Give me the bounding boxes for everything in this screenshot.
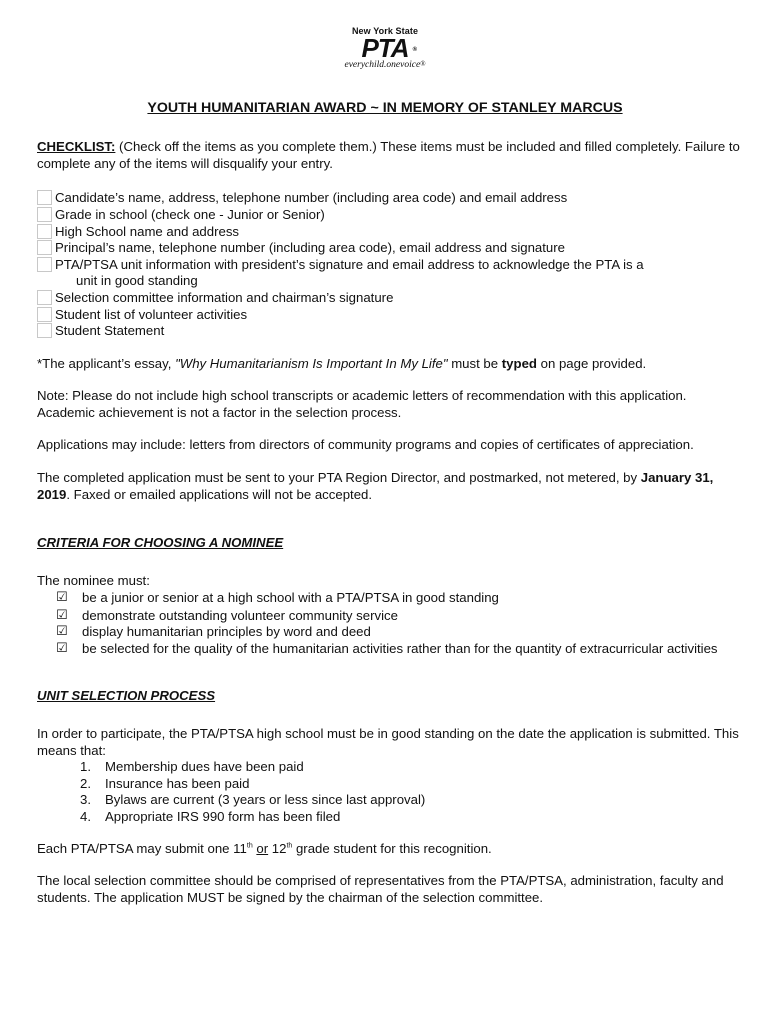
- submission-pre: The completed application must be sent to your PTA Region Director, and postmarked, not metered, by: [37, 470, 641, 485]
- unit-heading: UNIT SELECTION PROCESS: [37, 688, 216, 703]
- grade-pre: Each PTA/PTSA may submit one 11: [37, 841, 247, 856]
- unit-intro: In order to participate, the PTA/PTSA high school must be in good standing on the date the application is submitted. This means that:: [37, 726, 739, 758]
- requirement-number: 4.: [80, 808, 91, 824]
- criteria-intro: The nominee must:: [37, 573, 150, 588]
- essay-pre: *The applicant’s essay,: [37, 356, 176, 371]
- checkbox[interactable]: [37, 224, 52, 239]
- checklist-item: [37, 257, 737, 290]
- checklist-instructions: (Check off the items as you complete them.) These items must be included and filled completely. Failure to complete any of the items will disqualify your entry.: [37, 139, 740, 171]
- checklist-item: [37, 240, 737, 257]
- requirement-number: 1.: [80, 759, 91, 774]
- applications-note: Applications may include: letters from directors of community programs and copies of certificates of appreciation.: [37, 437, 694, 452]
- checklist-item-label: Student Statement: [55, 323, 165, 339]
- requirement-text: Membership dues have been paid: [105, 759, 304, 774]
- requirement-item: [80, 776, 680, 793]
- logo-registered-mark: ®: [412, 47, 416, 53]
- checklist-item: [37, 190, 737, 207]
- checkbox[interactable]: [37, 323, 52, 338]
- essay-title: "Why Humanitarianism Is Important In My Life": [175, 356, 448, 371]
- checked-box-icon: ☑: [56, 607, 68, 623]
- unit-requirements: [80, 759, 680, 825]
- requirement-text: Insurance has been paid: [105, 775, 250, 791]
- requirement-number: 2.: [80, 775, 91, 791]
- checked-box-icon: ☑: [56, 624, 68, 640]
- checkbox[interactable]: [37, 240, 52, 255]
- criteria-item: [56, 608, 736, 625]
- checkbox[interactable]: [37, 307, 52, 322]
- checklist-item: [37, 323, 737, 340]
- checklist-item-label: Candidate’s name, address, telephone number (including area code) and email address: [55, 190, 568, 205]
- grade-sup-2: th: [286, 842, 293, 850]
- essay-mid: must be: [447, 356, 502, 371]
- grade-post: grade student for this recognition.: [292, 841, 492, 856]
- pta-logo: [330, 26, 440, 70]
- requirement-item: [80, 759, 680, 776]
- checklist-item: [37, 290, 737, 307]
- submission-note: [37, 470, 747, 503]
- logo-pta: [330, 33, 440, 63]
- checkbox[interactable]: [37, 190, 52, 205]
- essay-typed: typed: [501, 356, 537, 371]
- logo-tagline-mark: ®: [420, 60, 426, 68]
- checklist-item-label: Student list of volunteer activities: [55, 306, 248, 322]
- requirement-text: Appropriate IRS 990 form has been filed: [105, 808, 341, 824]
- grade-mid: 12: [268, 841, 287, 856]
- checklist-item-label: [55, 257, 644, 290]
- checked-box-icon: ☑: [56, 590, 68, 605]
- grade-sup-1: th: [246, 842, 253, 850]
- requirement-item: [80, 792, 680, 809]
- criteria-item-text: be selected for the quality of the humanitarian activities rather than for the quantity of extracurricular activities: [82, 640, 718, 656]
- checklist-item: [37, 207, 737, 224]
- checklist-item-label: High School name and address: [55, 223, 240, 239]
- requirement-item: [80, 809, 680, 826]
- submission-post: . Faxed or emailed applications will not be accepted.: [66, 486, 373, 502]
- submission-date: January 31, 2019: [37, 470, 714, 502]
- page-title: YOUTH HUMANITARIAN AWARD ~ IN MEMORY OF STANLEY MARCUS: [147, 100, 623, 116]
- checked-box-icon: ☑: [56, 640, 68, 656]
- logo-tagline-text: everychild.onevoice: [344, 60, 421, 70]
- logo-pta-text: PTA: [361, 33, 409, 63]
- checkbox[interactable]: [37, 257, 52, 272]
- checklist-item: [37, 224, 737, 241]
- checklist-item-label: Selection committee information and chairman’s signature: [55, 289, 394, 305]
- checklist-intro: [37, 139, 747, 172]
- checklist-item: [37, 307, 737, 324]
- requirement-number: 3.: [80, 792, 91, 808]
- checkbox[interactable]: [37, 207, 52, 222]
- criteria-list: [56, 590, 736, 657]
- requirement-text: Bylaws are current (3 years or less since last approval): [105, 792, 426, 808]
- checklist-label: CHECKLIST:: [37, 139, 116, 154]
- checklist: [37, 190, 737, 340]
- logo-state: New York State: [351, 26, 419, 36]
- committee-note: The local selection committee should be comprised of representatives from the PTA/PTSA, administration, faculty and students. The application MUST be signed by the chairman of the selection committee.: [37, 873, 724, 905]
- checklist-item-continuation: unit in good standing: [76, 273, 198, 289]
- grade-note: [37, 841, 747, 858]
- checklist-item-label: Principal’s name, telephone number (including area code), email address and signature: [55, 240, 565, 256]
- checklist-item-text: PTA/PTSA unit information with president’s signature and email address to acknowledge the PTA is a: [55, 256, 644, 272]
- criteria-item: [56, 624, 736, 641]
- criteria-item-text: be a junior or senior at a high school with a PTA/PTSA in good standing: [82, 590, 499, 605]
- criteria-heading: CRITERIA FOR CHOOSING A NOMINEE: [37, 535, 284, 550]
- checklist-item-label: Grade in school (check one - Junior or Senior): [55, 206, 325, 222]
- transcripts-note: Note: Please do not include high school transcripts or academic letters of recommendation with this application. Academic achievement is not a factor in the selection process.: [37, 388, 687, 420]
- checkbox[interactable]: [37, 290, 52, 305]
- essay-note: [37, 356, 747, 373]
- essay-post: on page provided.: [536, 356, 647, 371]
- criteria-item: [56, 641, 736, 658]
- criteria-item-text: demonstrate outstanding volunteer community service: [82, 607, 398, 623]
- criteria-item-text: display humanitarian principles by word and deed: [82, 624, 371, 640]
- criteria-item: [56, 590, 736, 607]
- grade-or: or: [256, 841, 269, 856]
